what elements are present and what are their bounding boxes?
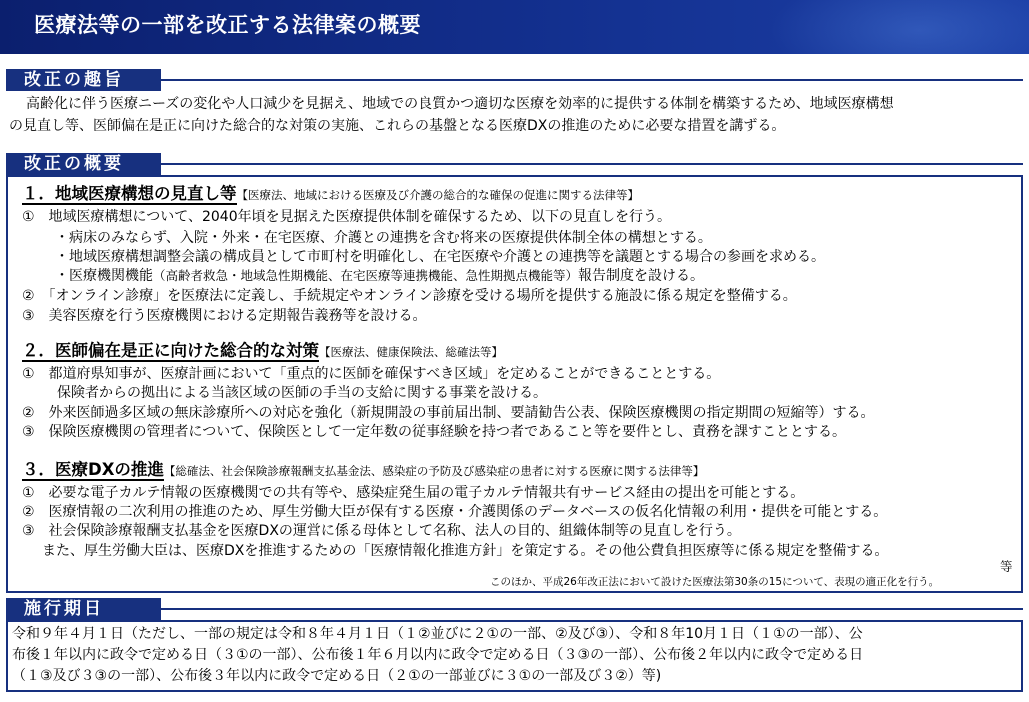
section-divider bbox=[161, 163, 1023, 165]
item3-line-2: ② 医療情報の二次利用の推進のため、厚生労働大臣が保有する医療・介護関係のデータベースの仮名化情報の利用・提供を可能とする。 bbox=[22, 504, 888, 520]
effective-line-2: 布後１年以内に政令で定める日（３①の一部）、公布後１年６月以内に政令で定める日（３③の一部）、公布後２年以内に政令で定める日 bbox=[12, 647, 864, 663]
item1-bullet-2: ・地域医療構想調整会議の構成員として市町村を明確化し、在宅医療や介護との連携等を議題とする場合の参画を求める。 bbox=[55, 249, 825, 265]
item1-laws: 【医療法、地域における医療及び介護の総合的な確保の促進に関する法律等】 bbox=[236, 188, 639, 202]
item3-laws: 【総確法、社会保険診療報酬支払基金法、感染症の予防及び感染症の患者に対する医療に関する法律等】 bbox=[163, 464, 705, 478]
item3-line-3: ③ 社会保険診療報酬支払基金を医療DXの運営に係る母体として名称、法人の目的、組織体制等の見直しを行う。 bbox=[22, 523, 741, 539]
item3-heading bbox=[22, 460, 704, 481]
section-heading-outline: 改正の概要 bbox=[6, 153, 161, 175]
item2-laws: 【医療法、健康保険法、総確法等】 bbox=[319, 345, 503, 359]
item3-title: ３．医療DXの推進 bbox=[22, 460, 164, 479]
section-heading-purpose: 改正の趣旨 bbox=[6, 69, 161, 91]
item1-title: １．地域医療構想の見直し等 bbox=[22, 184, 237, 203]
section-divider bbox=[161, 608, 1023, 610]
purpose-line-1: 高齢化に伴う医療ニーズの変化や人口減少を見据え、地域での良質かつ適切な医療を効率的に提供する体制を構築するため、地域医療構想 bbox=[26, 96, 894, 112]
item2-line-1b: 保険者からの拠出による当該区域の医師の手当の支給に関する事業を設ける。 bbox=[57, 385, 547, 401]
item1-heading bbox=[22, 184, 639, 205]
item1-bullet-3: ・医療機関機能（高齢者救急・地域急性期機能、在宅医療等連携機能、急性期拠点機能等）報告制度を設ける。 bbox=[55, 268, 705, 284]
item2-line-3: ③ 保険医療機関の管理者について、保険医として一定年数の従事経験を持つ者であること等を要件とし、責務を課すこととする。 bbox=[22, 424, 846, 440]
etc-mark: 等 bbox=[1000, 559, 1013, 574]
item2-heading bbox=[22, 341, 503, 362]
page-title: 医療法等の一部を改正する法律案の概要 bbox=[34, 13, 421, 37]
effective-line-3: （１③及び３③の一部）、公布後３年以内に政令で定める日（２①の一部並びに３①の一部及び３②）等) bbox=[12, 668, 662, 684]
title-banner bbox=[0, 0, 1029, 54]
item3-line-1: ① 必要な電子カルテ情報の医療機関での共有等や、感染症発生届の電子カルテ情報共有サービス経由の提出を可能とする。 bbox=[22, 485, 805, 501]
item2-title: ２．医師偏在是正に向けた総合的な対策 bbox=[22, 341, 319, 360]
item1-line-3: ③ 美容医療を行う医療機関における定期報告義務等を設ける。 bbox=[22, 308, 427, 324]
item1-line-1: ① 地域医療構想について、2040年頃を見据えた医療提供体制を確保するため、以下の見直しを行う。 bbox=[22, 209, 672, 225]
item3-line-4: また、厚生労働大臣は、医療DXを推進するための「医療情報化推進方針」を策定する。その他公費負担医療等に係る規定を整備する。 bbox=[42, 543, 889, 559]
item2-line-2: ② 外来医師過多区域の無床診療所への対応を強化（新規開設の事前届出制、要請勧告公表、保険医療機関の指定期間の短縮等）する。 bbox=[22, 405, 875, 421]
item2-line-1: ① 都道府県知事が、医療計画において「重点的に医師を確保すべき区域」を定めることができることとする。 bbox=[22, 366, 721, 382]
item1-bullet-1: ・病床のみならず、入院・外来・在宅医療、介護との連携を含む将来の医療提供体制全体の構想とする。 bbox=[55, 230, 712, 246]
item1-line-2: ② 「オンライン診療」を医療法に定義し、手続規定やオンライン診療を受ける場所を提供する施設に係る規定を整備する。 bbox=[22, 288, 797, 304]
effective-line-1: 令和９年４月１日（ただし、一部の規定は令和８年４月１日（１②並びに２①の一部、②及び③）、令和８年10月１日（１①の一部）、公 bbox=[12, 626, 863, 642]
footnote: このほか、平成26年改正法において設けた医療法第30条の15について、表現の適正化を行う。 bbox=[490, 576, 940, 588]
section-heading-effective: 施行期日 bbox=[6, 598, 161, 620]
section-divider bbox=[161, 79, 1023, 81]
purpose-line-2: の見直し等、医師偏在是正に向けた総合的な対策の実施、これらの基盤となる医療DXの推進のために必要な措置を講ずる。 bbox=[9, 118, 786, 134]
